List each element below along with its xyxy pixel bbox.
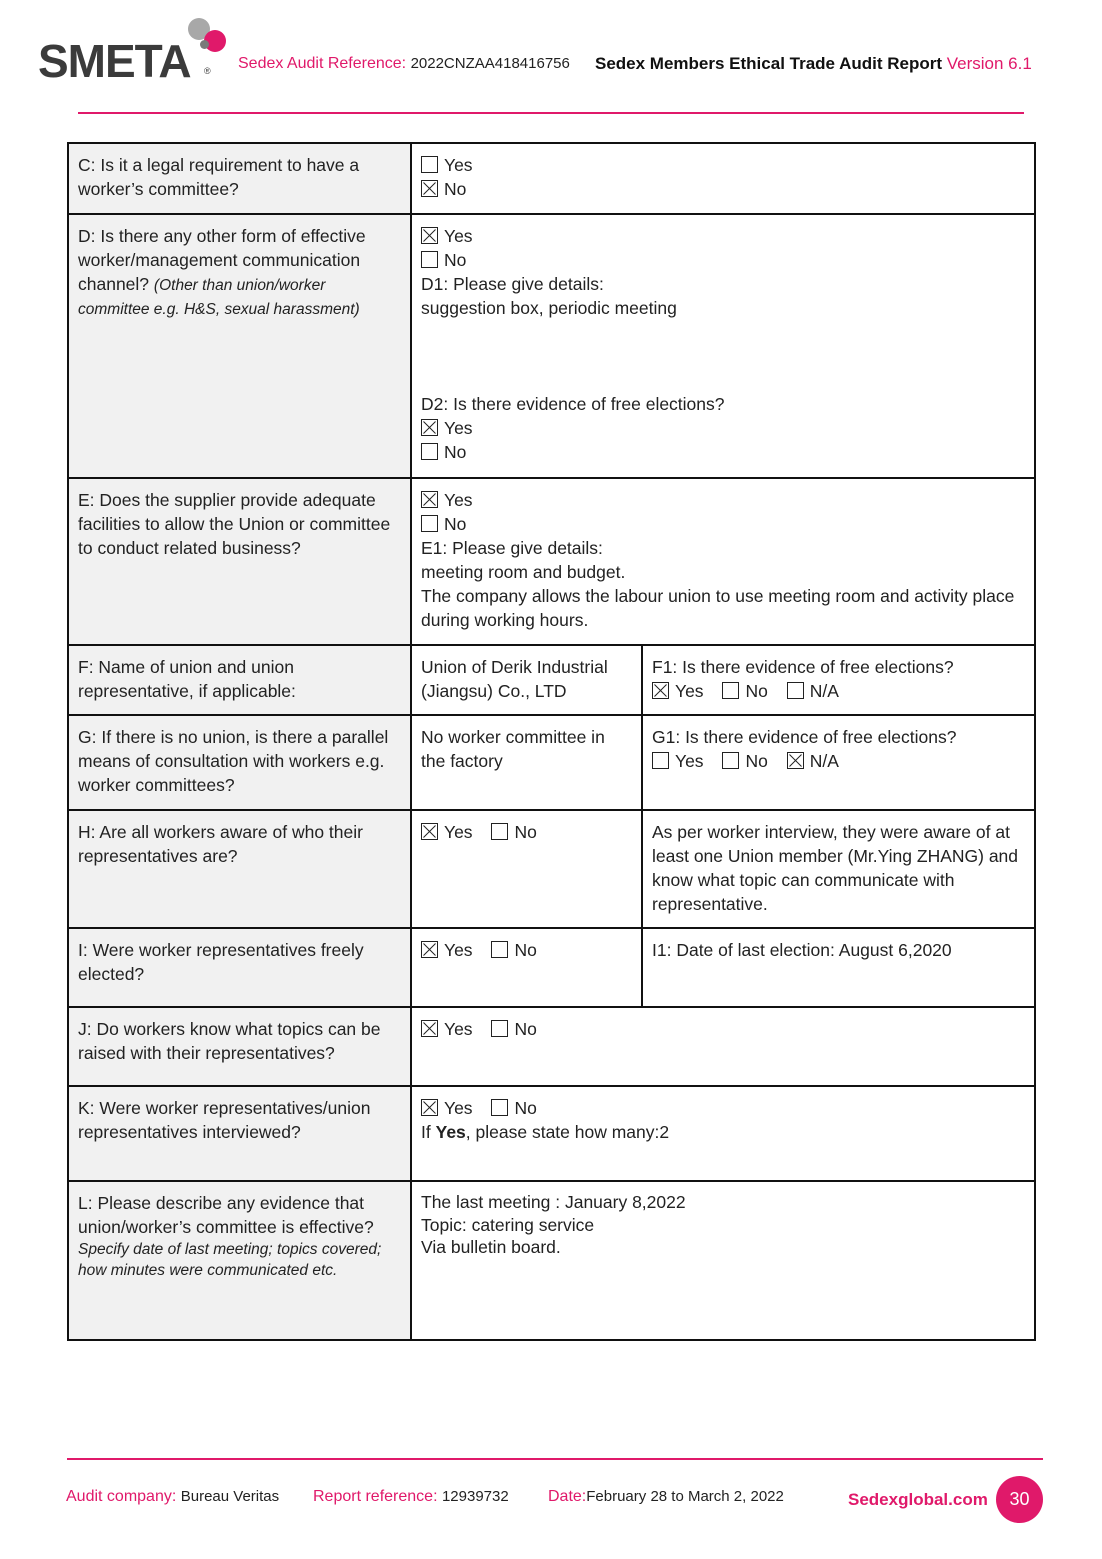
g1-cell — [642, 715, 1035, 810]
audit-ref-value: 2022CNZAA418416756 — [410, 55, 570, 72]
l-line-1: The last meeting : January 8,2022 — [421, 1192, 686, 1212]
option-label: No — [514, 1098, 537, 1118]
answer-e — [411, 478, 1035, 645]
question-d-text: D: Is there any other form of effective worker/management communication channel? — [78, 226, 366, 294]
e1-label: E1: Please give details: — [421, 538, 603, 558]
option-label: Yes — [444, 226, 473, 246]
table-row — [68, 810, 1035, 928]
question-i: I: Were worker representatives freely elected? — [68, 928, 411, 1007]
answer-d — [411, 214, 1035, 478]
l-line-2: Topic: catering service — [421, 1214, 595, 1235]
union-committee-table — [67, 142, 1036, 1341]
footer-date — [548, 1488, 784, 1506]
footer-value: February 28 to March 2, 2022 — [586, 1488, 784, 1505]
answer-f: Union of Derik Industrial (Jiangsu) Co., LTD — [411, 645, 642, 715]
k-if-rest: , please state how many:2 — [465, 1122, 670, 1142]
table-row — [68, 143, 1035, 214]
answer-j — [411, 1007, 1035, 1086]
header-divider — [78, 112, 1024, 114]
page-number: 30 — [996, 1476, 1043, 1523]
checkbox-d2-yes-checked[interactable] — [421, 419, 438, 436]
checkbox-f1-na[interactable] — [787, 682, 804, 699]
question-l-note: Specify date of last meeting; topics covered; how minutes were communicated etc. — [78, 1241, 382, 1279]
l-line-3: Via bulletin board. — [421, 1237, 561, 1257]
answer-c — [411, 143, 1035, 214]
option-label: No — [514, 1019, 537, 1039]
report-title-text: Sedex Members Ethical Trade Audit Report — [595, 54, 943, 73]
e1-value-2: The company allows the labour union to use meeting room and activity place during working hours. — [421, 586, 1015, 630]
d1-label: D1: Please give details: — [421, 274, 604, 294]
footer-label: Audit company: — [66, 1488, 177, 1505]
question-l-text: L: Please describe any evidence that union/worker’s committee is effective? — [78, 1193, 374, 1237]
option-label: No — [444, 514, 467, 534]
checkbox-g1-yes[interactable] — [652, 752, 669, 769]
answer-i — [411, 928, 642, 1007]
checkbox-k-yes-checked[interactable] — [421, 1099, 438, 1116]
i1-cell: I1: Date of last election: August 6,2020 — [642, 928, 1035, 1007]
checkbox-f1-yes-checked[interactable] — [652, 682, 669, 699]
k-if-text: If — [421, 1122, 431, 1142]
checkbox-i-yes-checked[interactable] — [421, 941, 438, 958]
option-label: Yes — [675, 681, 704, 701]
table-row — [68, 1086, 1035, 1181]
question-f: F: Name of union and union representative, if applicable: — [68, 645, 411, 715]
footer-value: 12939732 — [441, 1488, 509, 1505]
f1-label: F1: Is there evidence of free elections? — [652, 657, 954, 677]
answer-l — [411, 1181, 1035, 1340]
table-row — [68, 214, 1035, 478]
footer-site-link[interactable]: Sedexglobal.com — [848, 1490, 988, 1509]
answer-g: No worker committee in the factory — [411, 715, 642, 810]
footer-divider — [67, 1458, 1043, 1460]
f1-cell — [642, 645, 1035, 715]
option-label: No — [444, 179, 467, 199]
answer-h — [411, 810, 642, 928]
footer-value: Bureau Veritas — [180, 1488, 280, 1505]
table-row — [68, 715, 1035, 810]
table-row — [68, 1007, 1035, 1086]
option-label: N/A — [809, 751, 839, 771]
checkbox-j-yes-checked[interactable] — [421, 1020, 438, 1037]
option-label: No — [444, 442, 467, 462]
logo-text: SMETA — [38, 35, 191, 87]
question-g: G: If there is no union, is there a parallel means of consultation with workers e.g. worker committees? — [68, 715, 411, 810]
checkbox-j-no[interactable] — [491, 1020, 508, 1037]
checkbox-k-no[interactable] — [491, 1099, 508, 1116]
footer-label: Date: — [548, 1488, 587, 1505]
footer-report-reference — [313, 1488, 509, 1506]
report-version: Version 6.1 — [946, 54, 1032, 73]
k-if-bold: Yes — [435, 1122, 466, 1142]
g1-label: G1: Is there evidence of free elections? — [652, 727, 957, 747]
checkbox-g1-na-checked[interactable] — [787, 752, 804, 769]
option-label: No — [514, 940, 537, 960]
question-e: E: Does the supplier provide adequate facilities to allow the Union or committee to conduct related business? — [68, 478, 411, 645]
checkbox-c-no-checked[interactable] — [421, 180, 438, 197]
option-label: Yes — [444, 490, 473, 510]
audit-ref-label: Sedex Audit Reference: — [238, 55, 407, 72]
audit-reference — [238, 55, 570, 73]
logo-registered-mark: ® — [204, 66, 211, 76]
question-h: H: Are all workers aware of who their representatives are? — [68, 810, 411, 928]
k-count — [421, 1120, 1025, 1144]
option-label: No — [444, 250, 467, 270]
footer-label: Report reference: — [313, 1488, 438, 1505]
checkbox-f1-no[interactable] — [722, 682, 739, 699]
checkbox-e-yes-checked[interactable] — [421, 491, 438, 508]
question-d-note: (Other than union/worker committee e.g. H&S, sexual harassment) — [78, 277, 360, 318]
answer-k — [411, 1086, 1035, 1181]
checkbox-h-no[interactable] — [491, 823, 508, 840]
table-row — [68, 645, 1035, 715]
option-label: Yes — [444, 418, 473, 438]
logo-dot-small — [200, 40, 209, 49]
d2-label: D2: Is there evidence of free elections? — [421, 394, 725, 414]
smeta-logo — [38, 20, 233, 90]
option-label: N/A — [809, 681, 839, 701]
question-j: J: Do workers know what topics can be raised with their representatives? — [68, 1007, 411, 1086]
option-label: Yes — [444, 155, 473, 175]
d1-value: suggestion box, periodic meeting — [421, 298, 677, 318]
option-label: Yes — [444, 1019, 473, 1039]
checkbox-d-yes-checked[interactable] — [421, 227, 438, 244]
question-l — [68, 1181, 411, 1340]
option-label: Yes — [444, 940, 473, 960]
option-label: Yes — [675, 751, 704, 771]
checkbox-c-yes[interactable] — [421, 156, 438, 173]
question-c: C: Is it a legal requirement to have a worker’s committee? — [68, 143, 411, 214]
option-label: No — [745, 681, 768, 701]
checkbox-e-no[interactable] — [421, 515, 438, 532]
table-row — [68, 1181, 1035, 1340]
checkbox-g1-no[interactable] — [722, 752, 739, 769]
comment-h: As per worker interview, they were aware of at least one Union member (Mr.Ying ZHANG) and know what topic can communicate with representative. — [642, 810, 1035, 928]
option-label: No — [514, 822, 537, 842]
e1-value-1: meeting room and budget. — [421, 562, 626, 582]
question-k: K: Were worker representatives/union representatives interviewed? — [68, 1086, 411, 1181]
option-label: No — [745, 751, 768, 771]
question-d — [68, 214, 411, 478]
checkbox-i-no[interactable] — [491, 941, 508, 958]
table-row — [68, 478, 1035, 645]
checkbox-d-no[interactable] — [421, 251, 438, 268]
footer-audit-company — [66, 1488, 279, 1506]
option-label: Yes — [444, 1098, 473, 1118]
option-label: Yes — [444, 822, 473, 842]
checkbox-d2-no[interactable] — [421, 443, 438, 460]
report-title — [595, 54, 1032, 74]
table-row — [68, 928, 1035, 1007]
checkbox-h-yes-checked[interactable] — [421, 823, 438, 840]
